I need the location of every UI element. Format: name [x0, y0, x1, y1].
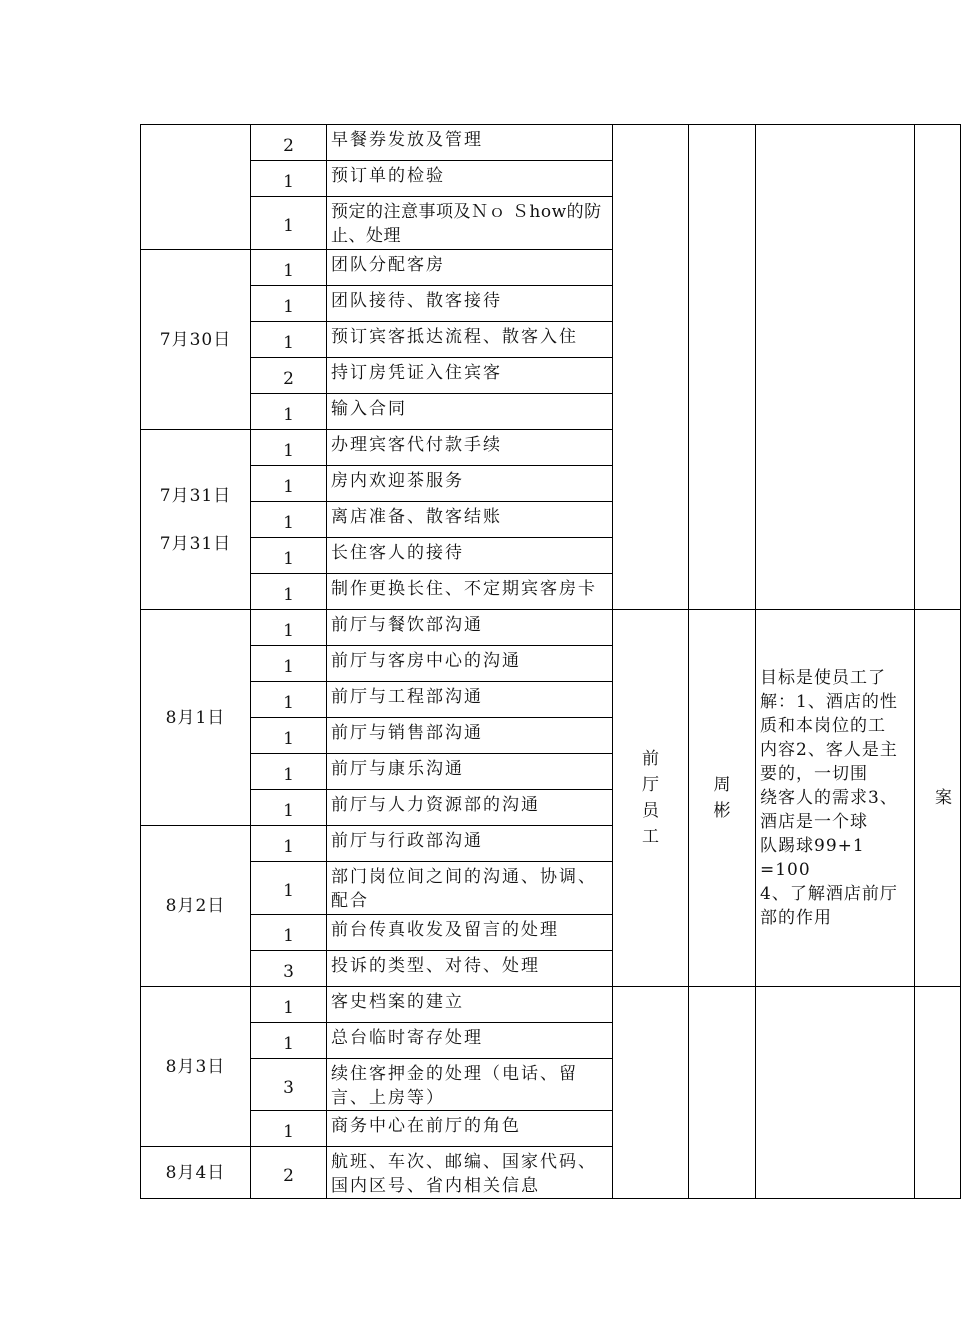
- content-cell: [327, 161, 613, 197]
- content-text: 客史档案的建立: [331, 992, 464, 1012]
- hours-value: 1: [283, 925, 294, 946]
- trainees-cell: [613, 610, 689, 987]
- training-schedule-table: [140, 124, 961, 1199]
- content-cell: [327, 951, 613, 987]
- date-label: 8月1日: [165, 707, 226, 728]
- hours-value: 2: [283, 1165, 294, 1186]
- content-text: 前厅与康乐沟通: [331, 759, 464, 779]
- hours-value: 1: [283, 620, 294, 641]
- content-text: 预订单的检验: [331, 166, 445, 186]
- goal-line: 绕客人的需求3、: [760, 788, 898, 808]
- hours-value: 1: [283, 997, 294, 1018]
- hours-cell: [251, 915, 327, 951]
- hours-value: 1: [283, 584, 294, 605]
- hours-cell: [251, 1023, 327, 1059]
- content-cell: [327, 826, 613, 862]
- hours-value: 1: [283, 1121, 294, 1142]
- hours-value: 1: [283, 656, 294, 677]
- content-text: 航班、车次、邮编、国家代码、国内区号、省内相关信息: [331, 1152, 597, 1196]
- content-cell: [327, 915, 613, 951]
- goal-line: 解：1、酒店的性: [760, 692, 898, 712]
- content-text: 制作更换长住、不定期宾客房卡: [331, 579, 597, 599]
- trainer-label: 周彬: [713, 775, 731, 821]
- content-text: 持订房凭证入住宾客: [331, 363, 502, 383]
- hours-cell: [251, 790, 327, 826]
- content-text: 前厅与行政部沟通: [331, 831, 483, 851]
- hours-cell: [251, 1111, 327, 1147]
- goal-cell: [756, 610, 915, 987]
- content-cell: [327, 322, 613, 358]
- content-cell: [327, 1147, 613, 1199]
- content-text: 前厅与销售部沟通: [331, 723, 483, 743]
- goal-line: 酒店是一个球: [760, 812, 868, 832]
- content-cell: [327, 502, 613, 538]
- hours-cell: [251, 574, 327, 610]
- hours-value: 1: [283, 476, 294, 497]
- content-cell: [327, 538, 613, 574]
- hours-value: 1: [283, 404, 294, 425]
- content-cell: [327, 286, 613, 322]
- content-cell: [327, 358, 613, 394]
- hours-value: 1: [283, 296, 294, 317]
- hours-cell: [251, 951, 327, 987]
- date-cell: [141, 610, 251, 826]
- hours-value: 1: [283, 836, 294, 857]
- hours-value: 1: [283, 512, 294, 533]
- content-text: 办理宾客代付款手续: [331, 435, 502, 455]
- goal-cell-empty: [756, 987, 915, 1199]
- content-text: 长住客人的接待: [331, 543, 464, 563]
- hours-cell: [251, 826, 327, 862]
- date-cell: [141, 987, 251, 1147]
- hours-cell: [251, 250, 327, 286]
- content-text: 预订宾客抵达流程、散客入住: [331, 327, 578, 347]
- hours-value: 3: [283, 1077, 294, 1098]
- date-label: 7月31日: [159, 485, 232, 506]
- content-cell: [327, 1111, 613, 1147]
- hours-cell: [251, 125, 327, 161]
- goal-line: 4、了解酒店前厅: [760, 884, 898, 904]
- goal-line: 目标是使员工了: [760, 668, 886, 688]
- hours-cell: [251, 502, 327, 538]
- date-cell: [141, 430, 251, 610]
- hours-value: 1: [283, 440, 294, 461]
- hours-value: 1: [283, 764, 294, 785]
- date-cell: [141, 826, 251, 987]
- content-cell: [327, 1059, 613, 1111]
- table-row: [141, 125, 961, 161]
- hours-cell: [251, 161, 327, 197]
- hours-value: 1: [283, 171, 294, 192]
- content-text: 部门岗位间之间的沟通、协调、配合: [331, 867, 597, 911]
- content-cell: [327, 430, 613, 466]
- goal-line: 内容2、客人是主: [760, 740, 898, 760]
- hours-value: 1: [283, 1033, 294, 1054]
- goal-line: 部的作用: [760, 908, 832, 928]
- content-text: 前厅与工程部沟通: [331, 687, 483, 707]
- hours-value: 1: [283, 216, 294, 236]
- content-cell: [327, 1023, 613, 1059]
- hours-value: 2: [283, 135, 294, 156]
- content-text: 输入合同: [331, 399, 407, 419]
- date-label: 8月3日: [165, 1056, 226, 1077]
- content-cell: [327, 574, 613, 610]
- date-label: 8月2日: [165, 896, 226, 916]
- content-text: 预定的注意事项及Ｎｏ Ｓhow的防止、处理: [331, 202, 602, 246]
- hours-cell: [251, 197, 327, 250]
- hours-cell: [251, 682, 327, 718]
- content-text: 团队接待、散客接待: [331, 291, 502, 311]
- hours-value: 1: [283, 332, 294, 353]
- content-text: 前台传真收发及留言的处理: [331, 920, 559, 940]
- hours-value: 3: [283, 961, 294, 982]
- content-cell: [327, 682, 613, 718]
- hours-value: 1: [283, 881, 294, 901]
- content-text: 投诉的类型、对待、处理: [331, 956, 540, 976]
- hours-value: 1: [283, 548, 294, 569]
- hours-value: 1: [283, 692, 294, 713]
- content-cell: [327, 754, 613, 790]
- goal-line: 质和本岗位的工: [760, 716, 886, 736]
- hours-cell: [251, 430, 327, 466]
- content-text: 前厅与人力资源部的沟通: [331, 795, 540, 815]
- trainees-cell-empty: [613, 125, 689, 610]
- content-cell: [327, 646, 613, 682]
- hours-cell: [251, 358, 327, 394]
- edge-text: 案: [935, 788, 952, 808]
- content-text: 前厅与客房中心的沟通: [331, 651, 521, 671]
- content-text: 总台临时寄存处理: [331, 1028, 483, 1048]
- edge-cell: [915, 610, 961, 987]
- hours-cell: [251, 862, 327, 915]
- hours-cell: [251, 286, 327, 322]
- content-text: 早餐券发放及管理: [331, 130, 483, 150]
- content-text: 前厅与餐饮部沟通: [331, 615, 483, 635]
- table-row: [141, 610, 961, 646]
- hours-cell: [251, 1147, 327, 1199]
- date-cell: [141, 250, 251, 430]
- content-text: 续住客押金的处理（电话、留言、上房等）: [331, 1064, 578, 1108]
- edge-cell-empty: [915, 987, 961, 1199]
- content-cell: [327, 718, 613, 754]
- hours-cell: [251, 754, 327, 790]
- content-cell: [327, 125, 613, 161]
- content-cell: [327, 987, 613, 1023]
- hours-cell: [251, 646, 327, 682]
- content-cell: [327, 250, 613, 286]
- hours-cell: [251, 466, 327, 502]
- date-cell: [141, 1147, 251, 1199]
- content-cell: [327, 790, 613, 826]
- goal-line: 要的，一切围: [760, 764, 868, 784]
- hours-value: 1: [283, 800, 294, 821]
- hours-cell: [251, 1059, 327, 1111]
- hours-value: 1: [283, 260, 294, 281]
- content-cell: [327, 466, 613, 502]
- content-cell: [327, 862, 613, 915]
- goal-cell-empty: [756, 125, 915, 610]
- trainees-cell-empty: [613, 987, 689, 1199]
- content-text: 团队分配客房: [331, 255, 445, 275]
- goal-line: 队踢球99+1 =100: [760, 836, 865, 880]
- hours-cell: [251, 987, 327, 1023]
- hours-cell: [251, 394, 327, 430]
- trainer-cell-empty: [689, 125, 756, 610]
- content-cell: [327, 394, 613, 430]
- content-text: 离店准备、散客结账: [331, 507, 502, 527]
- content-text: 商务中心在前厅的角色: [331, 1116, 521, 1136]
- hours-value: 2: [283, 368, 294, 389]
- content-text: 房内欢迎茶服务: [331, 471, 464, 491]
- hours-cell: [251, 718, 327, 754]
- date-label: 8月4日: [165, 1162, 226, 1183]
- date-cell-empty: [141, 125, 251, 250]
- content-cell: [327, 197, 613, 250]
- table-row: [141, 987, 961, 1023]
- hours-cell: [251, 322, 327, 358]
- hours-cell: [251, 538, 327, 574]
- hours-value: 1: [283, 728, 294, 749]
- edge-cell-empty: [915, 125, 961, 610]
- content-cell: [327, 610, 613, 646]
- hours-cell: [251, 610, 327, 646]
- date-label: 7月30日: [159, 329, 232, 350]
- date-label: 7月31日: [159, 533, 232, 554]
- trainer-cell: [689, 610, 756, 987]
- trainer-cell-empty: [689, 987, 756, 1199]
- trainees-label: 前厅员工: [642, 749, 659, 847]
